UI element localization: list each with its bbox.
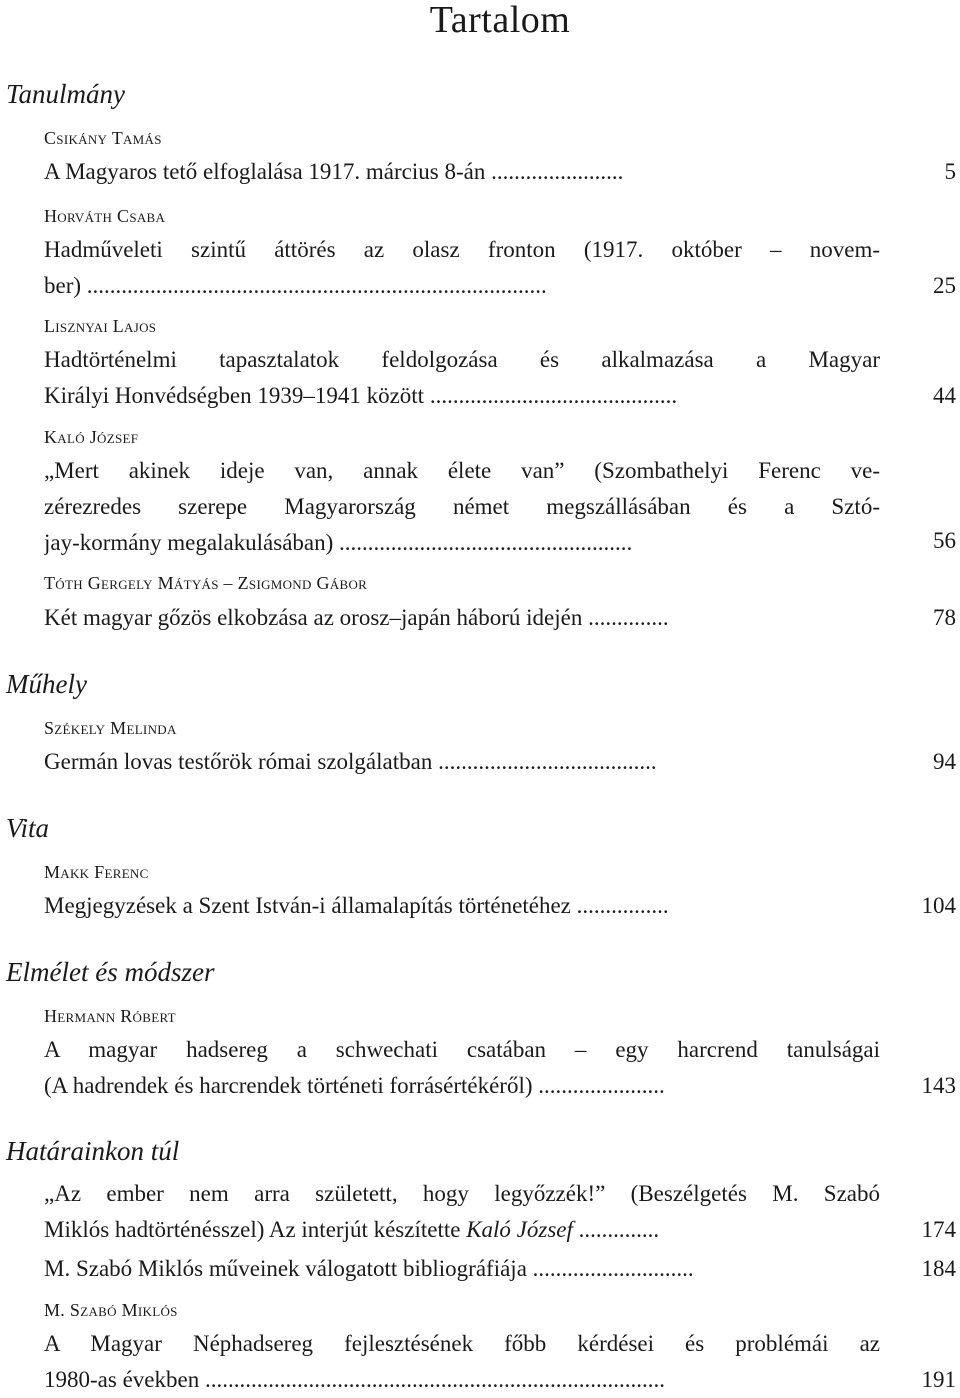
toc-entry[interactable] <box>44 888 880 924</box>
entry-title-text: Miklós hadtörténésszel) Az interjút készítette <box>44 1217 467 1242</box>
page-number: 191 <box>921 1367 956 1392</box>
page-number: 143 <box>921 1073 956 1098</box>
toc-entry[interactable] <box>44 744 880 780</box>
leader-dots: .............. <box>572 1217 660 1242</box>
toc-entry[interactable] <box>44 1032 880 1104</box>
entry-author: Lisznyai Lajos <box>44 316 157 336</box>
entry-title-line: Germán lovas testőrök római szolgálatban ...................................... <box>44 749 657 774</box>
toc-entry[interactable] <box>44 232 880 304</box>
interviewer-name: Kaló József <box>466 1217 573 1242</box>
toc-entry[interactable] <box>44 1176 880 1248</box>
entry-title-line: „Az ember nem arra született, hogy legyőzzék!” (Beszélgetés M. Szabó <box>44 1181 880 1206</box>
entry-author: Hermann Róbert <box>44 1006 176 1026</box>
entry-title-line: A Magyaros tető elfoglalása 1917. március 8-án ....................... <box>44 159 624 184</box>
page-number: 44 <box>933 383 956 408</box>
entry-author: Kaló József <box>44 427 139 447</box>
section-heading-elmelet: Elmélet és módszer <box>6 957 215 987</box>
toc-entry[interactable] <box>44 1326 880 1398</box>
page-number: 25 <box>933 273 956 298</box>
entry-author: Horváth Csaba <box>44 206 166 226</box>
entry-author: Makk Ferenc <box>44 862 149 882</box>
page-number: 104 <box>921 893 956 918</box>
toc-entry[interactable] <box>44 1251 880 1287</box>
page-number: 5 <box>944 159 956 184</box>
entry-author: Tóth Gergely Mátyás – Zsigmond Gábor <box>44 573 368 593</box>
entry-author: Csikány Tamás <box>44 128 162 148</box>
toc-entry[interactable] <box>44 154 880 190</box>
entry-title-line: Hadműveleti szintű áttörés az olasz fronton (1917. október – novem- <box>44 237 880 262</box>
toc-entry[interactable] <box>44 600 880 636</box>
entry-title-line: Királyi Honvédségben 1939–1941 között ........................................... <box>44 383 678 408</box>
section-heading-vita: Vita <box>6 813 49 843</box>
page-number: 94 <box>933 749 956 774</box>
entry-title-line: „Mert akinek ideje van, annak élete van” (Szombathelyi Ferenc ve- <box>44 458 880 483</box>
page-number: 56 <box>933 528 956 553</box>
entry-title-line: M. Szabó Miklós műveinek válogatott bibliográfiája ............................ <box>44 1256 694 1281</box>
entry-title-line: zérezredes szerepe Magyarország német megszállásában és a Sztó- <box>44 494 880 519</box>
toc-entry[interactable] <box>44 453 880 561</box>
entry-title-line: A Magyar Néphadsereg fejlesztésének főbb kérdései és problémái az <box>44 1331 880 1356</box>
entry-title-line: A magyar hadsereg a schwechati csatában – egy harcrend tanulságai <box>44 1037 880 1062</box>
section-heading-tanulmany: Tanulmány <box>6 79 126 109</box>
page-number: 184 <box>921 1256 956 1281</box>
entry-title-line: jay-kormány megalakulásában) ................................................... <box>44 530 633 555</box>
entry-title-line: (A hadrendek és harcrendek történeti forrásértékéről) ...................... <box>44 1073 665 1098</box>
page-title: Tartalom <box>429 0 571 41</box>
entry-author: Székely Melinda <box>44 718 177 738</box>
entry-author: M. Szabó Miklós <box>44 1300 178 1320</box>
entry-title-line: Két magyar gőzös elkobzása az orosz–japán háború idején .............. <box>44 605 669 630</box>
entry-title-line: Megjegyzések a Szent István-i államalapítás történetéhez ................ <box>44 893 669 918</box>
section-heading-hatarainkon: Határainkon túl <box>6 1136 180 1166</box>
entry-title-line <box>44 1212 880 1248</box>
entry-title-line: 1980-as években ................................................................................ <box>44 1367 665 1392</box>
entry-title-line: Hadtörténelmi tapasztalatok feldolgozása és alkalmazása a Magyar <box>44 347 880 372</box>
toc-entry[interactable] <box>44 342 880 414</box>
entry-title-line: ber) ................................................................................ <box>44 273 547 298</box>
section-heading-muhely: Műhely <box>6 669 87 699</box>
page-number: 78 <box>933 605 956 630</box>
page-number: 174 <box>921 1217 956 1242</box>
